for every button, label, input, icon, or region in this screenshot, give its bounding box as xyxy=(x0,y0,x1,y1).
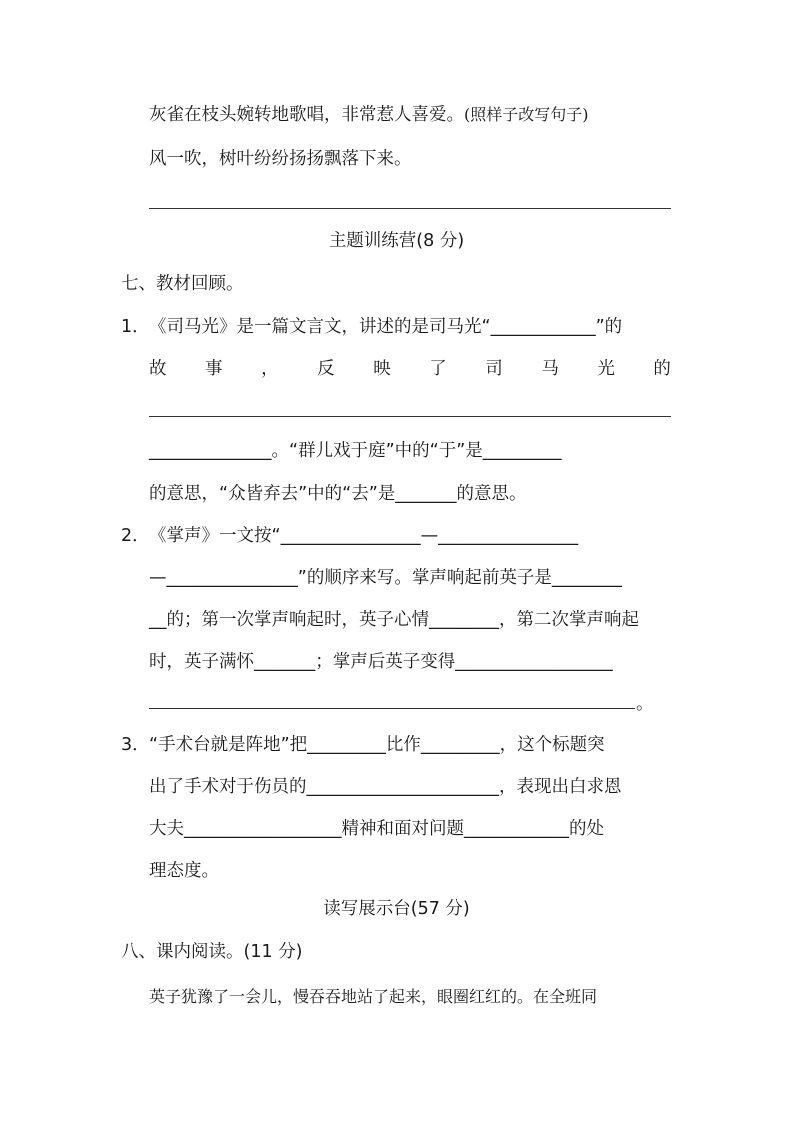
answer-line xyxy=(149,708,635,709)
q1-line-2-char: 光 xyxy=(597,359,615,379)
q2-number: 2． xyxy=(121,526,150,546)
q1-line-1: 《司马光》是一篇文言文，讲述的是司马光“____________”的 xyxy=(149,317,623,337)
q1-number: 1． xyxy=(121,317,150,337)
q1-line-2-char: 事 xyxy=(205,359,223,379)
q1-line-2 xyxy=(149,357,671,381)
rewrite-sentence-example xyxy=(149,103,589,127)
q1-line-2-char: ， xyxy=(261,359,279,379)
q1-line-5: 的意思，“众皆弃去”中的“去”是_______的意思。 xyxy=(149,484,527,504)
q1-line-2-char: 马 xyxy=(541,359,559,379)
rewrite-instruction: (照样子改写句子) xyxy=(464,105,589,124)
rewrite-sentence-target: 风一吹，树叶纷纷扬扬飘落下来。 xyxy=(149,149,412,169)
q3-number: 3． xyxy=(121,735,150,755)
reading-passage-line: 英子犹豫了一会儿，慢吞吞地站了起来，眼圈红红的。在全班同 xyxy=(149,987,598,1006)
q2-line-5-period: 。 xyxy=(636,694,654,714)
q2-line-1: 《掌声》一文按“________________—________________ xyxy=(149,526,579,546)
section-7-heading: 七、教材回顾。 xyxy=(121,274,244,294)
q2-line-4: 时，英子满怀_______；掌声后英子变得__________________ xyxy=(149,652,613,672)
q1-line-2-char: 反 xyxy=(317,359,335,379)
q3-line-2: 出了手术对于伤员的______________________，表现出白求恩 xyxy=(149,777,622,797)
q1-line-2-char: 的 xyxy=(653,359,671,379)
q1-line-2-char: 故 xyxy=(149,359,167,379)
q3-line-3: 大夫__________________精神和面对问题____________的处 xyxy=(149,819,604,839)
rewrite-sentence-text: 灰雀在枝头婉转地歌唱，非常惹人喜爱。 xyxy=(149,105,464,125)
section-heading-theme-training: 主题训练营(8 分) xyxy=(328,231,465,251)
q2-line-3: __的；第一次掌声响起时，英子心情________，第二次掌声响起 xyxy=(149,610,639,630)
q1-line-2-char: 司 xyxy=(485,359,503,379)
q2-line-2: —_______________”的顺序来写。掌声响起前英子是________ xyxy=(149,568,622,588)
q3-line-4: 理态度。 xyxy=(149,861,219,881)
q1-line-4: ______________。“群儿戏于庭”中的“于”是_________ xyxy=(149,441,562,461)
answer-line xyxy=(149,208,671,209)
q1-line-2-char: 了 xyxy=(429,359,447,379)
q1-line-2-char: 映 xyxy=(373,359,391,379)
section-heading-reading-writing: 读写展示台(57 分) xyxy=(323,899,470,919)
q3-line-1: “手术台就是阵地”把_________比作_________，这个标题突 xyxy=(149,735,605,755)
section-8-heading: 八、课内阅读。(11 分) xyxy=(121,942,303,962)
answer-line xyxy=(149,416,671,417)
